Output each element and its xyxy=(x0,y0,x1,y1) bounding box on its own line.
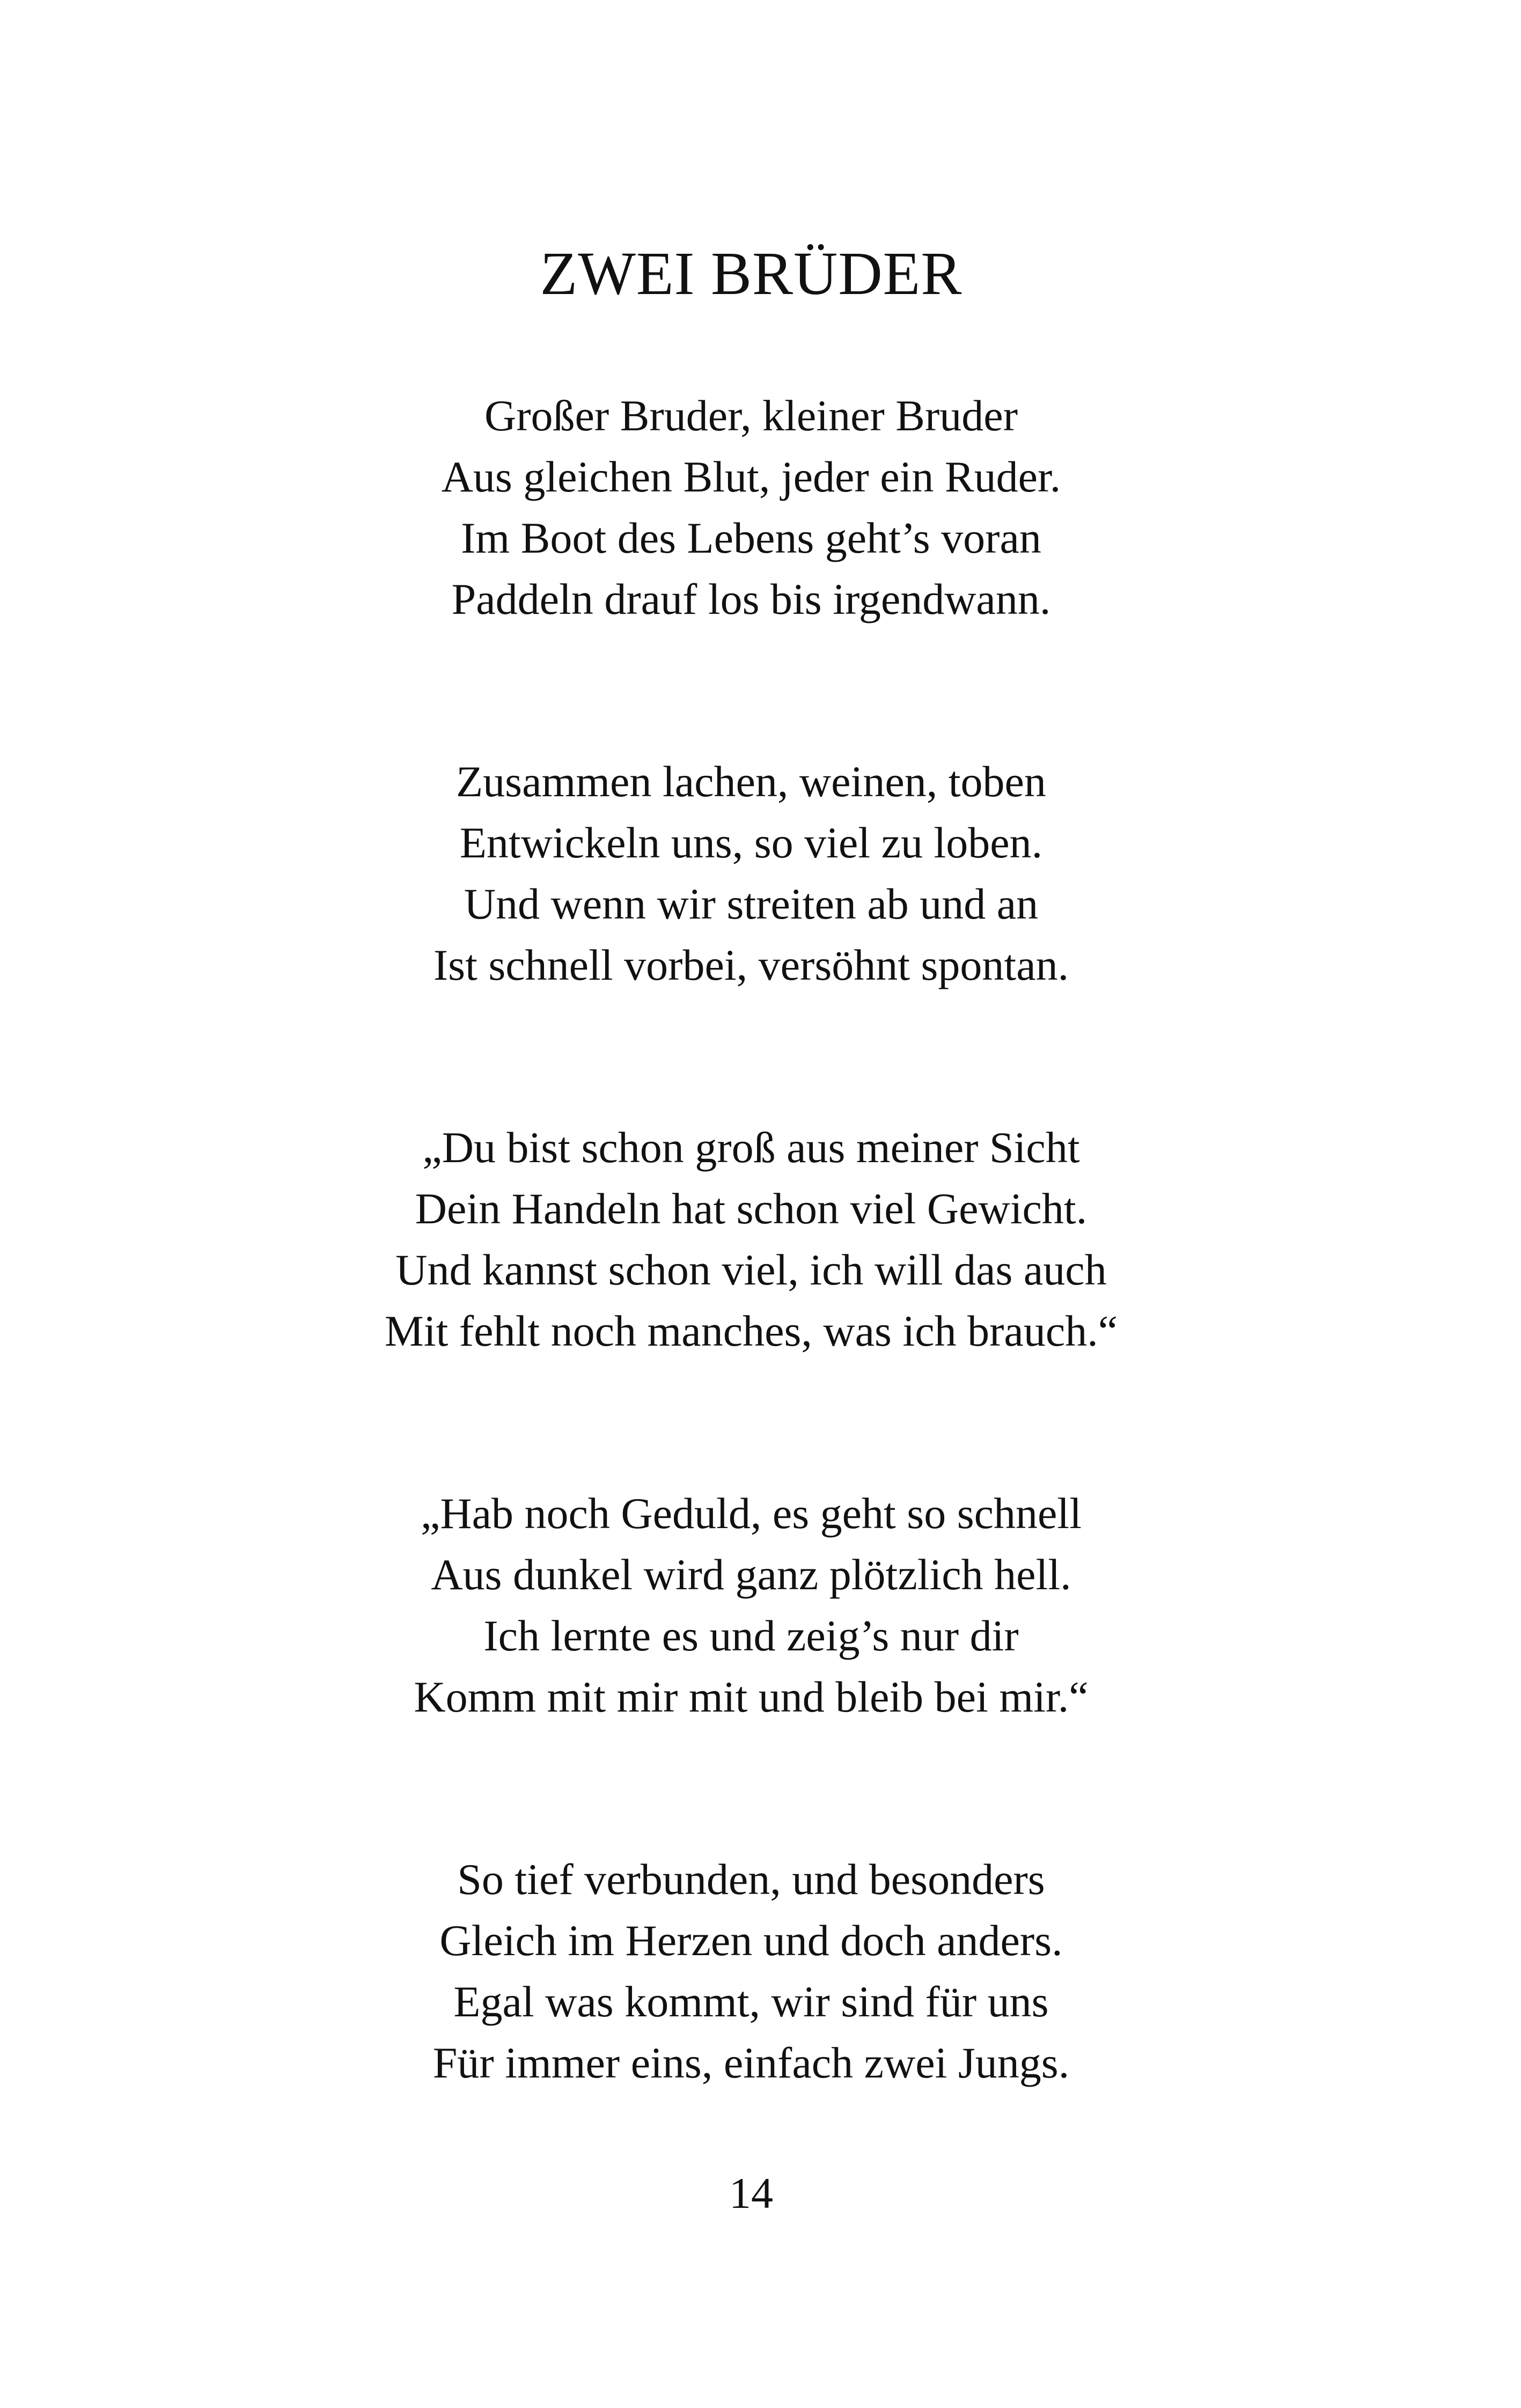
page-number: 14 xyxy=(729,2169,773,2218)
poem-line: Großer Bruder, kleiner Bruder xyxy=(484,391,1018,440)
poem-line: Zusammen lachen, weinen, toben xyxy=(456,757,1046,806)
poem-line: Und kannst schon viel, ich will das auch xyxy=(395,1245,1107,1294)
poem-line: Ich lernte es und zeig’s nur dir xyxy=(483,1611,1019,1660)
poem-line: Egal was kommt, wir sind für uns xyxy=(453,1977,1049,2026)
poem-line: Entwickeln uns, so viel zu loben. xyxy=(459,818,1043,867)
poem-line: Gleich im Herzen und doch anders. xyxy=(439,1916,1063,1965)
poem-line: Aus dunkel wird ganz plötzlich hell. xyxy=(431,1550,1071,1599)
poem-stanza-4 xyxy=(0,1483,1502,1728)
poem-line: Paddeln drauf los bis irgendwann. xyxy=(451,575,1051,623)
poem-line: Ist schnell vorbei, versöhnt spontan. xyxy=(433,941,1069,989)
poem-body xyxy=(0,385,1502,2215)
poem-line: Aus gleichen Blut, jeder ein Ruder. xyxy=(441,452,1061,501)
poem-line: Und wenn wir streiten ab und an xyxy=(464,879,1039,928)
poem-line: „Hab noch Geduld, es geht so schnell xyxy=(421,1489,1082,1538)
poem-stanza-5 xyxy=(0,1849,1502,2094)
poem-stanza-1 xyxy=(0,385,1502,630)
poem-line: Komm mit mir mit und bleib bei mir.“ xyxy=(414,1672,1089,1721)
poem-stanza-3 xyxy=(0,1117,1502,1362)
poem-line: „Du bist schon groß aus meiner Sicht xyxy=(422,1123,1080,1172)
poem-line: Für immer eins, einfach zwei Jungs. xyxy=(432,2038,1070,2087)
poem-line: So tief verbunden, und besonders xyxy=(457,1855,1045,1904)
poem-line: Mit fehlt noch manches, was ich brauch.“ xyxy=(384,1306,1118,1355)
poem-line: Im Boot des Lebens geht’s voran xyxy=(461,513,1041,562)
page-title: ZWEI BRÜDER xyxy=(540,239,962,307)
poem-line: Dein Handeln hat schon viel Gewicht. xyxy=(415,1184,1088,1233)
poem-stanza-2 xyxy=(0,751,1502,996)
